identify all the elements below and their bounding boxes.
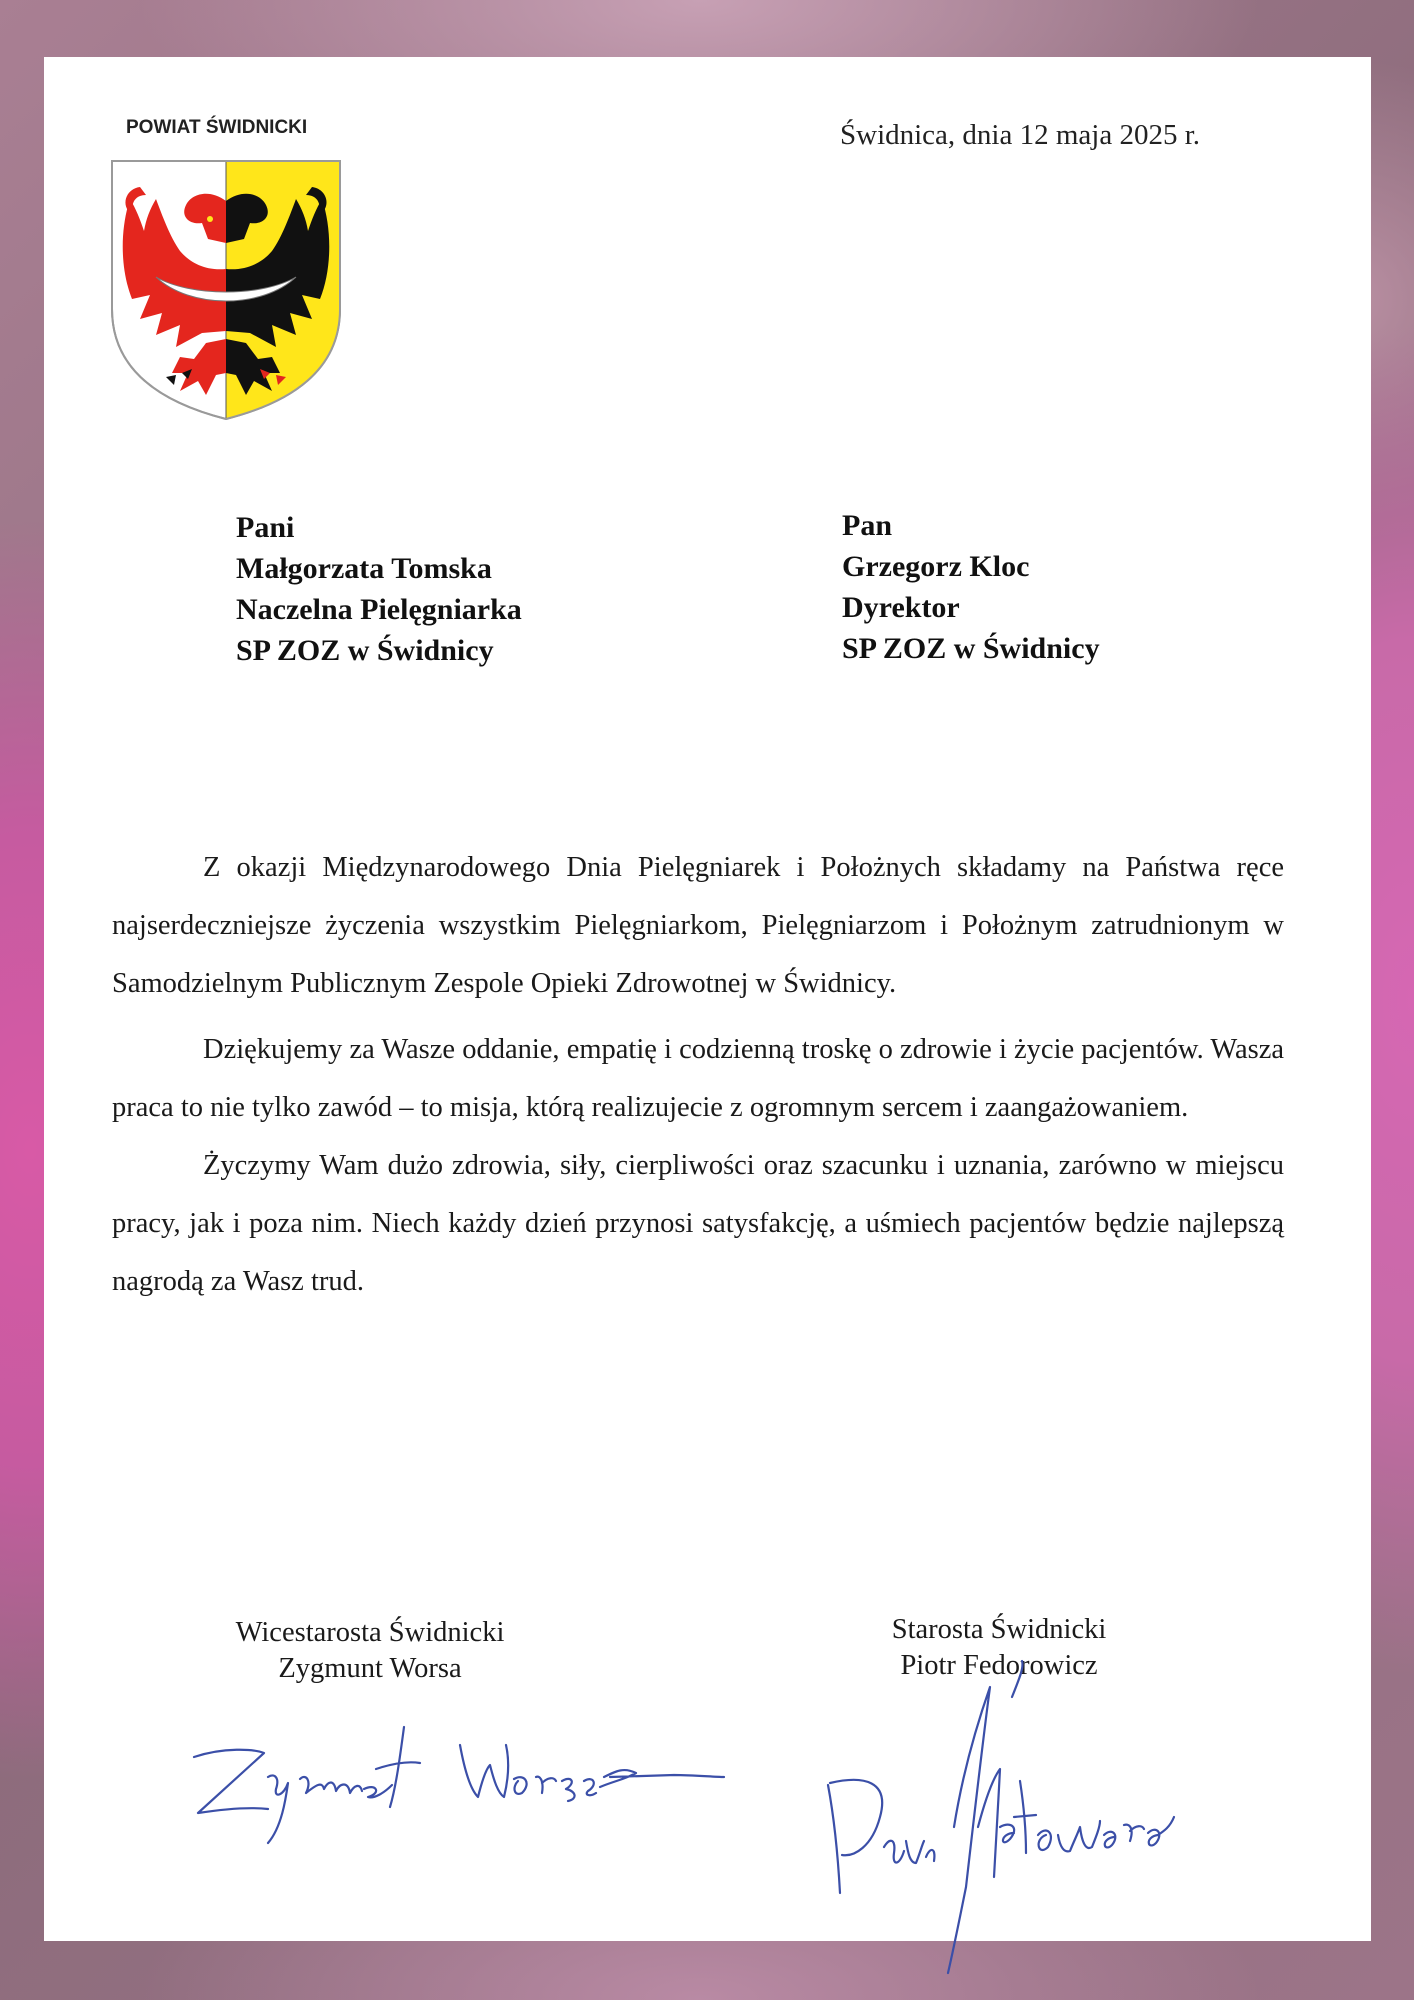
recipient-title: Dyrektor: [842, 591, 960, 624]
letter-body: [112, 839, 1284, 1311]
body-paragraph: Życzymy Wam dużo zdrowia, siły, cierpliwości oraz szacunku i uznania, zarówno w miejscu pracy, jak i poza nim. Niech każdy dzień przynosi satysfakcję, a uśmiech pacjentów będzie najlepszą nagrodą za Wasz trud.: [112, 1150, 1284, 1297]
date-line: Świdnica, dnia 12 maja 2025 r.: [840, 119, 1201, 151]
recipient-block-left: [236, 507, 522, 671]
signatory-block-left: [200, 1615, 540, 1687]
coat-of-arms-icon: [110, 159, 342, 421]
signatory-position: Starosta Świdnicki: [891, 1614, 1107, 1645]
recipient-title: Naczelna Pielęgniarka: [236, 593, 522, 626]
recipient-name: Grzegorz Kloc: [842, 550, 1030, 583]
handwritten-signature-right: [824, 1657, 1244, 1987]
handwritten-signature-left: [164, 1697, 744, 1847]
recipient-salutation: Pani: [236, 511, 295, 544]
letter-paper: [44, 57, 1371, 1941]
recipient-block-right: [842, 505, 1100, 669]
body-paragraph: Z okazji Międzynarodowego Dnia Pielęgniarek i Położnych składamy na Państwa ręce najserdeczniejsze życzenia wszystkim Pielęgniarkom, Pielęgniarzom i Położnym zatrudnionym w Samodzielnym Publicznym Zespole Opieki Zdrowotnej w Świdnicy.: [112, 852, 1284, 999]
recipient-institution: SP ZOZ w Świdnicy: [842, 632, 1100, 665]
recipient-institution: SP ZOZ w Świdnicy: [236, 634, 494, 667]
organization-label: POWIAT ŚWIDNICKI: [126, 117, 308, 138]
signatory-name: Piotr Fedorowicz: [900, 1650, 1098, 1681]
recipient-salutation: Pan: [842, 509, 893, 542]
signatory-position: Wicestarosta Świdnicki: [235, 1617, 505, 1648]
recipient-name: Małgorzata Tomska: [236, 552, 492, 585]
signatory-name: Zygmunt Worsa: [278, 1653, 462, 1684]
body-paragraph: Dziękujemy za Wasze oddanie, empatię i codzienną troskę o zdrowie i życie pacjentów. Wasza praca to nie tylko zawód – to misja, którą realizujecie z ogromnym sercem i zaangażowaniem.: [112, 1034, 1284, 1123]
